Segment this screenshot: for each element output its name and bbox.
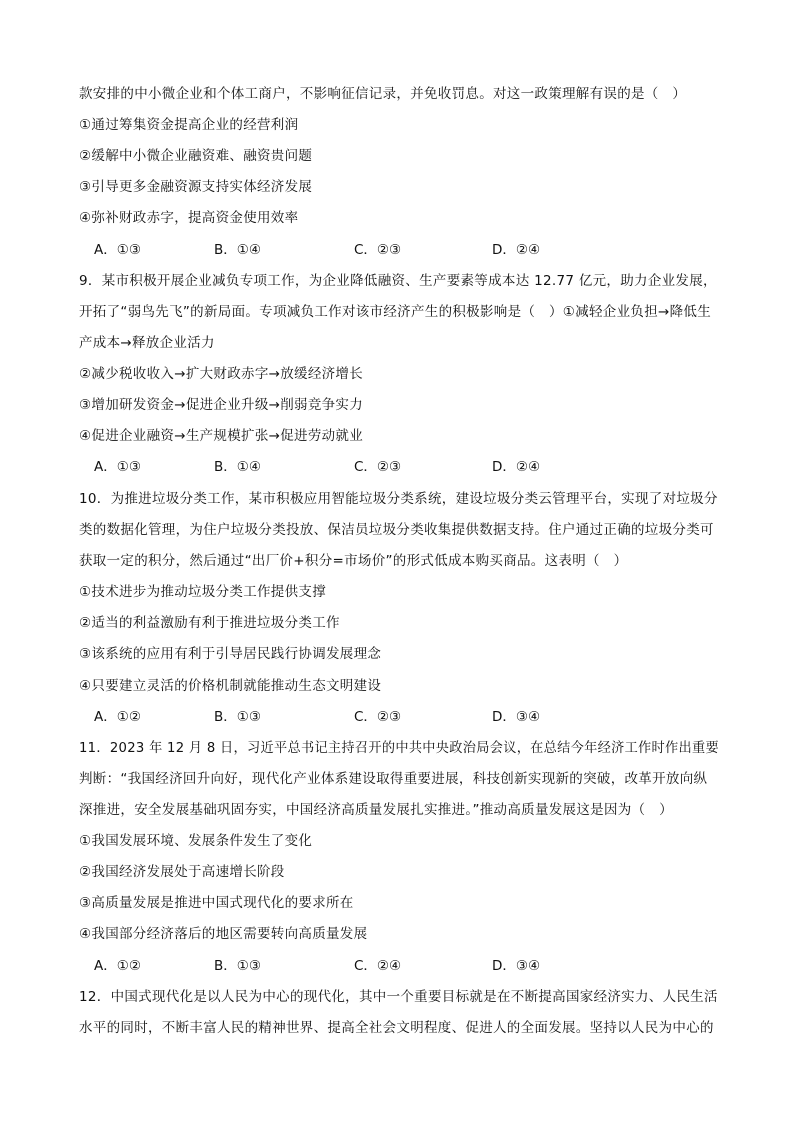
q8-option-d: D．②④ xyxy=(492,242,541,258)
q10-stem-line-3: 获取一定的积分，然后通过“出厂价+积分=市场价”的形式低成本购买商品。这表明（ ） xyxy=(79,553,628,569)
q10-item-4: ④只要建立灵活的价格机制就能推动生态文明建设 xyxy=(79,678,382,694)
q11-stem-line-1: 11．2023 年 12 月 8 日，习近平总书记主持召开的中共中央政治局会议，在总结今年经济工作时作出重要 xyxy=(79,740,719,756)
q10-item-3: ③该系统的应用有利于引导居民践行协调发展理念 xyxy=(79,646,382,662)
q9-stem-line-3: 产成本→释放企业活力 xyxy=(79,335,215,351)
q11-item-1: ①我国发展环境、发展条件发生了变化 xyxy=(79,833,313,849)
q8-option-c: C．②③ xyxy=(354,242,402,258)
q9-option-d: D．②④ xyxy=(492,459,541,475)
q8-item-1: ①通过筹集资金提高企业的经营利润 xyxy=(79,117,299,133)
q10-stem-line-2: 类的数据化管理，为住户垃圾分类投放、保洁员垃圾分类收集提供数据支持。住户通过正确的垃圾分类可 xyxy=(79,522,714,538)
q9-option-a: A．①③ xyxy=(94,459,141,475)
q12-stem-line-2: 水平的同时，不断丰富人民的精神世界、提高全社会文明程度、促进人的全面发展。坚持以人民为中心的 xyxy=(79,1020,714,1036)
q9-stem-line-1: 9．某市积极开展企业减负专项工作，为企业降低融资、生产要素等成本达 12.77 亿元，助力企业发展， xyxy=(79,273,717,289)
q8-item-2: ②缓解中小微企业融资难、融资贵问题 xyxy=(79,148,313,164)
q11-option-c: C．②④ xyxy=(354,958,402,974)
q9-option-b: B．①④ xyxy=(214,459,261,475)
q11-option-a: A．①② xyxy=(94,958,141,974)
q11-option-b: B．①③ xyxy=(214,958,261,974)
q8-options xyxy=(94,241,694,259)
q8-stem: 款安排的中小微企业和个体工商户，不影响征信记录，并免收罚息。对这一政策理解有误的是（ ） xyxy=(79,86,687,102)
q10-option-a: A．①② xyxy=(94,709,141,725)
q9-option-c: C．②③ xyxy=(354,459,402,475)
q9-options xyxy=(94,458,694,476)
q9-stem-line-2: 开拓了“弱鸟先飞”的新局面。专项减负工作对该市经济产生的积极影响是（ ）①减轻企业负担→降低生 xyxy=(79,304,711,320)
q8-item-4: ④弥补财政赤字，提高资金使用效率 xyxy=(79,210,299,226)
q9-item-2: ②减少税收收入→扩大财政赤字→放缓经济增长 xyxy=(79,366,364,382)
q10-option-b: B．①③ xyxy=(214,709,261,725)
q11-stem-line-3: 深推进，安全发展基础巩固夯实，中国经济高质量发展扎实推进。”推动高质量发展这是因为（ ） xyxy=(79,802,673,818)
q10-options xyxy=(94,708,694,726)
q11-options xyxy=(94,957,694,975)
q10-option-c: C．②③ xyxy=(354,709,402,725)
q8-item-3: ③引导更多金融资源支持实体经济发展 xyxy=(79,179,313,195)
q9-item-3: ③增加研发资金→促进企业升级→削弱竞争实力 xyxy=(79,397,364,413)
q10-item-2: ②适当的利益激励有利于推进垃圾分类工作 xyxy=(79,615,340,631)
q8-option-b: B．①④ xyxy=(214,242,261,258)
q11-stem-line-2: 判断：“我国经济回升向好，现代化产业体系建设取得重要进展，科技创新实现新的突破，改革开放向纵 xyxy=(79,771,708,787)
q9-item-4: ④促进企业融资→生产规模扩张→促进劳动就业 xyxy=(79,428,364,444)
q11-item-3: ③高质量发展是推进中国式现代化的要求所在 xyxy=(79,895,354,911)
q12-stem-line-1: 12．中国式现代化是以人民为中心的现代化，其中一个重要目标就是在不断提高国家经济实力、人民生活 xyxy=(79,989,718,1005)
q8-option-a: A．①③ xyxy=(94,242,141,258)
q11-item-4: ④我国部分经济落后的地区需要转向高质量发展 xyxy=(79,926,368,942)
q11-option-d: D．③④ xyxy=(492,958,541,974)
q10-item-1: ①技术进步为推动垃圾分类工作提供支撑 xyxy=(79,584,327,600)
q10-option-d: D．③④ xyxy=(492,709,541,725)
q10-stem-line-1: 10．为推进垃圾分类工作，某市积极应用智能垃圾分类系统，建设垃圾分类云管理平台，实现了对垃圾分 xyxy=(79,491,718,507)
q11-item-2: ②我国经济发展处于高速增长阶段 xyxy=(79,864,285,880)
